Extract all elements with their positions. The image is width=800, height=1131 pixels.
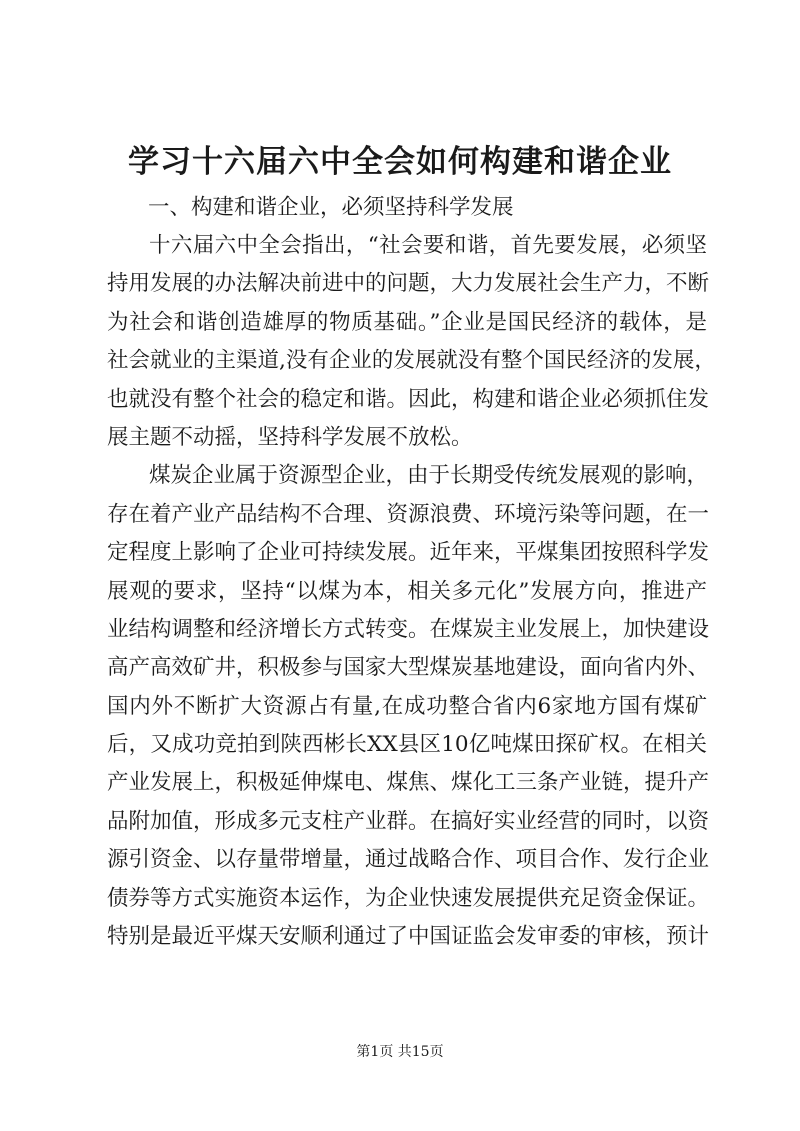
- paragraph: [107, 457, 710, 956]
- text-line: 业结构调整和经济增长方式转变。在煤炭主业发展上，加快建设: [107, 616, 710, 642]
- text-line: 后，又成功竞拍到陕西彬长XX县区10亿吨煤田探矿权。在相关: [107, 732, 707, 758]
- text-line: 煤炭企业属于资源型企业，由于长期受传统发展观的影响，: [149, 463, 709, 489]
- text-line: 债券等方式实施资本运作，为企业快速发展提供充足资金保证。: [107, 885, 710, 911]
- text-line: 社会就业的主渠道,没有企业的发展就没有整个国民经济的发展，: [107, 348, 716, 374]
- document-body: [107, 227, 716, 956]
- text-line: 持用发展的办法解决前进中的问题，大力发展社会生产力，不断: [107, 271, 710, 297]
- text-line: 为社会和谐创造雄厚的物质基础。”企业是国民经济的载体，是: [107, 309, 707, 335]
- page-footer: 第1页 共15页: [356, 1044, 444, 1060]
- text-line: 也就没有整个社会的稳定和谐。因此，构建和谐企业必须抓住发: [107, 386, 710, 412]
- text-line: 存在着产业产品结构不合理、资源浪费、环境污染等问题，在一: [107, 501, 710, 527]
- paragraph: [107, 227, 716, 457]
- text-line: 十六届六中全会指出，“社会要和谐，首先要发展，必须坚: [149, 233, 707, 258]
- text-line: 国内外不断扩大资源占有量,在成功整合省内6家地方国有煤矿: [107, 693, 707, 719]
- text-line: 特别是最近平煤天安顺利通过了中国证监会发审委的审核，预计: [107, 924, 710, 950]
- section-heading: 一、构建和谐企业，必须坚持科学发展: [148, 195, 514, 220]
- text-line: 品附加值，形成多元支柱产业群。在搞好实业经营的同时，以资: [107, 808, 710, 834]
- text-line: 源引资金、以存量带增量，通过战略合作、项目合作、发行企业: [107, 847, 710, 873]
- text-line: 定程度上影响了企业可持续发展。近年来，平煤集团按照科学发: [107, 540, 710, 566]
- text-line: 展主题不动摇，坚持科学发展不放松。: [107, 424, 473, 450]
- text-line: 产业发展上，积极延伸煤电、煤焦、煤化工三条产业链，提升产: [107, 770, 710, 796]
- text-line: 展观的要求，坚持“以煤为本，相关多元化”发展方向，推进产: [107, 578, 707, 604]
- document-title: 学习十六届六中全会如何构建和谐企业: [128, 144, 672, 180]
- text-line: 高产高效矿井，积极参与国家大型煤炭基地建设，面向省内外、: [107, 655, 710, 681]
